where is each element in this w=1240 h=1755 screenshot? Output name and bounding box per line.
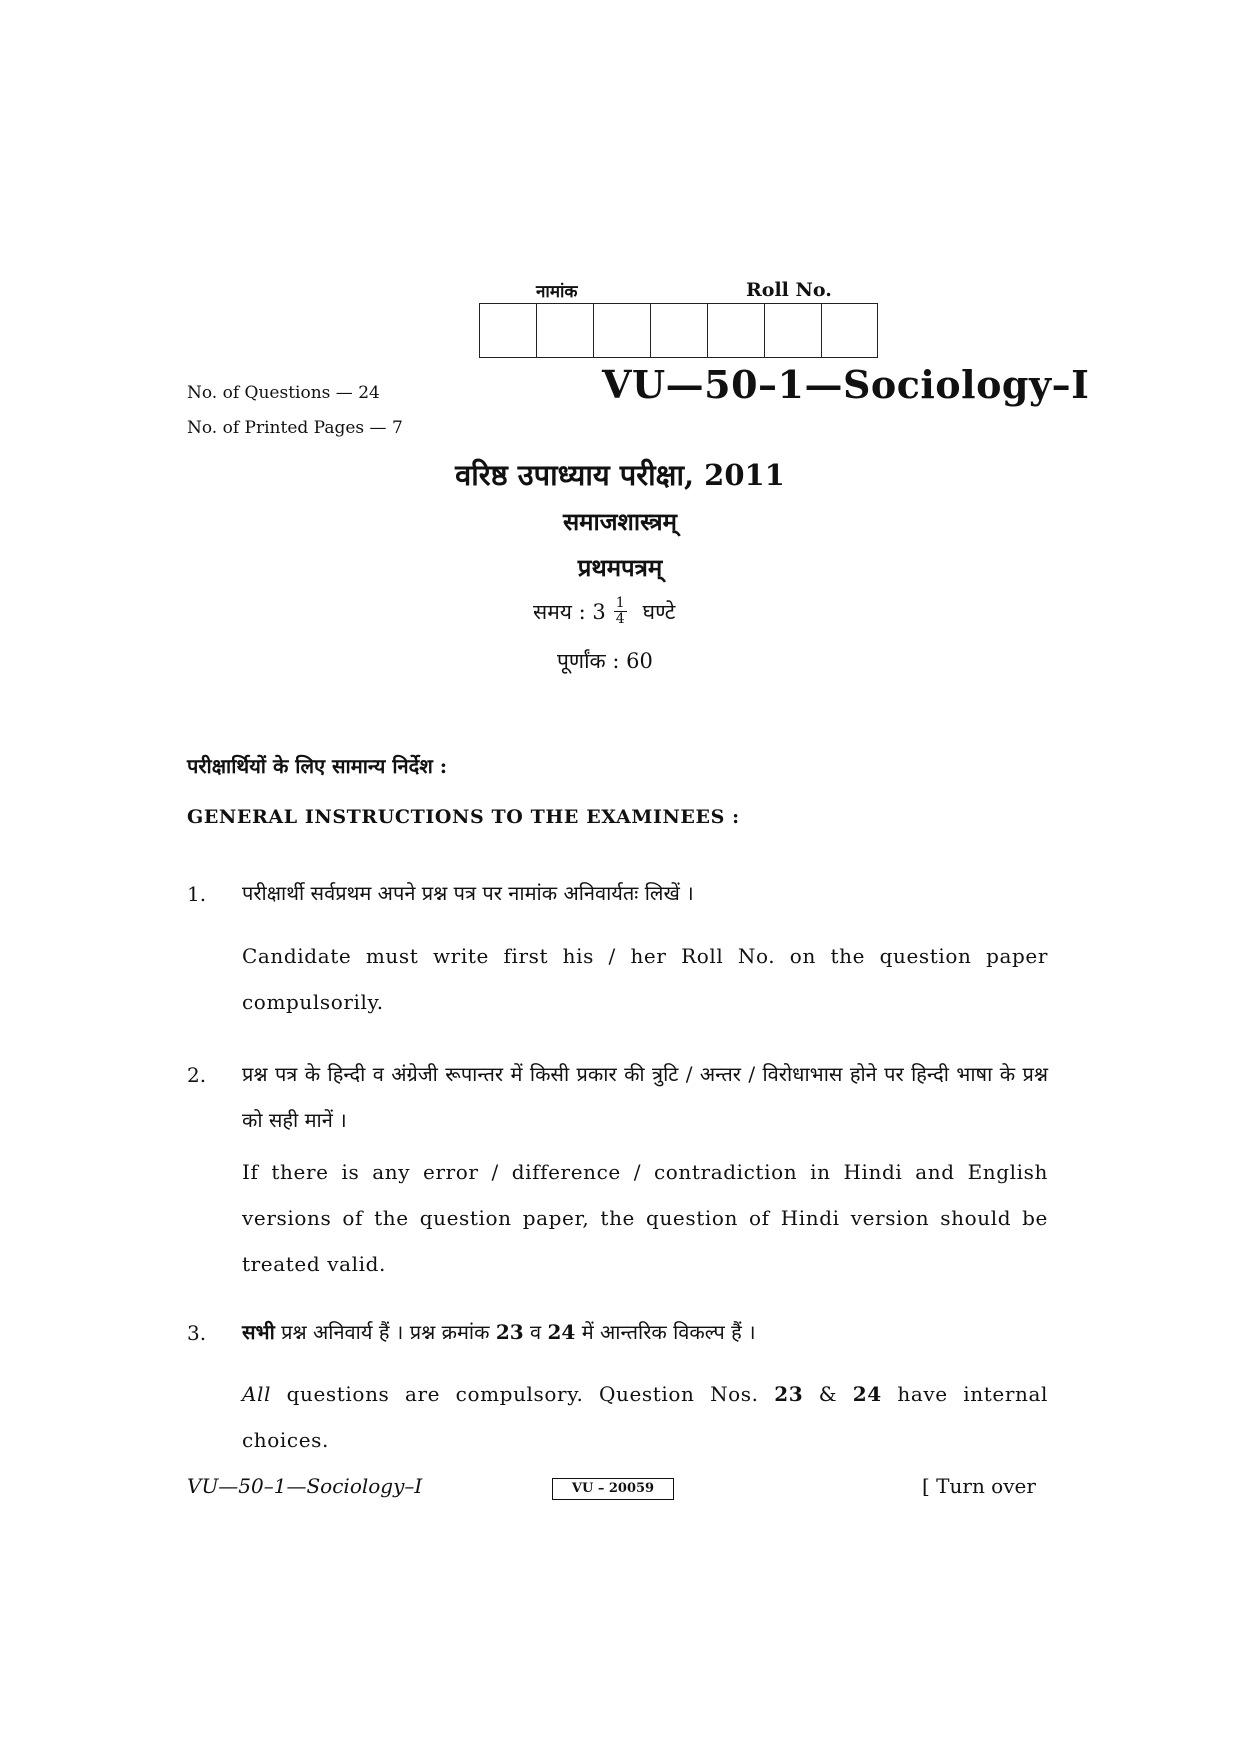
roll-number-box[interactable] xyxy=(764,303,821,358)
roll-number-boxes xyxy=(479,303,878,358)
instruction-segment: & xyxy=(803,1382,853,1406)
instruction-text-english: If there is any error / difference / contradiction in Hindi and English versions of the question paper, the question of Hindi version should be treated valid. xyxy=(242,1160,1048,1276)
time-fraction xyxy=(614,596,627,627)
time-unit: घण्टे xyxy=(642,599,676,624)
instruction-segment: have internal choices. xyxy=(242,1382,1049,1452)
subject-title: समाजशास्त्रम् xyxy=(562,507,678,536)
instruction-segment: questions are compulsory. Question Nos. xyxy=(271,1382,775,1406)
exam-title: वरिष्ठ उपाध्याय परीक्षा, 2011 xyxy=(455,458,785,492)
roll-number-box[interactable] xyxy=(536,303,593,358)
question-number: 23 xyxy=(774,1382,804,1406)
instruction-text-hindi: प्रश्न पत्र के हिन्दी व अंग्रेजी रूपान्तर में किसी प्रकार की त्रुटि / अन्तर / विरोधाभास होने पर हिन्दी भाषा के प्रश्न को सही मानें । xyxy=(242,1062,1048,1132)
instruction-text-hindi xyxy=(242,1309,1048,1355)
instruction-segment: प्रश्न अनिवार्य हैं । प्रश्न क्रमांक xyxy=(274,1320,496,1344)
roll-number-box[interactable] xyxy=(707,303,764,358)
roll-number-box[interactable] xyxy=(650,303,707,358)
emphasis-text: All xyxy=(242,1382,272,1406)
roll-number-box[interactable] xyxy=(821,303,878,358)
fraction-numerator: 1 xyxy=(615,595,625,611)
maximum-marks: पूर्णांक : 60 xyxy=(557,649,653,673)
instructions-heading-english: GENERAL INSTRUCTIONS TO THE EXAMINEES : xyxy=(187,806,740,828)
question-number: 23 xyxy=(495,1320,524,1344)
turn-over-note: [ Turn over xyxy=(922,1474,1036,1498)
number-of-printed-pages: No. of Printed Pages — 7 xyxy=(187,418,403,438)
roll-label-hindi: नामांक xyxy=(536,282,578,302)
instruction-number: 1. xyxy=(187,882,207,906)
instruction-segment: व xyxy=(523,1320,548,1344)
instruction-text-english xyxy=(242,1371,1048,1463)
instruction-number: 3. xyxy=(187,1321,207,1345)
question-number: 24 xyxy=(547,1320,576,1344)
emphasis-text: सभी xyxy=(242,1320,275,1344)
question-number: 24 xyxy=(852,1382,882,1406)
number-of-questions: No. of Questions — 24 xyxy=(187,383,380,403)
roll-number-box[interactable] xyxy=(593,303,650,358)
time-label: समय : 3 xyxy=(533,599,606,624)
instruction-number: 2. xyxy=(187,1063,207,1087)
footer-paper-code: VU—50–1—Sociology–I xyxy=(187,1474,423,1498)
instruction-text-english: Candidate must write first his / her Roll No. on the question paper compulsorily. xyxy=(242,944,1048,1014)
instruction-segment: में आन्तरिक विकल्प हैं । xyxy=(575,1320,756,1344)
fraction-denominator: 4 xyxy=(615,611,625,627)
time-allowed xyxy=(533,596,675,627)
instruction-text-hindi: परीक्षार्थी सर्वप्रथम अपने प्रश्न पत्र पर नामांक अनिवार्यतः लिखें । xyxy=(242,881,694,905)
paper-code: VU—50–1—Sociology–I xyxy=(602,362,1090,407)
footer-series-code: VU – 20059 xyxy=(552,1478,674,1500)
paper-title: प्रथमपत्रम् xyxy=(577,553,663,582)
roll-label-english: Roll No. xyxy=(746,279,832,301)
instructions-heading-hindi: परीक्षार्थियों के लिए सामान्य निर्देश : xyxy=(187,754,448,778)
roll-number-box[interactable] xyxy=(479,303,536,358)
